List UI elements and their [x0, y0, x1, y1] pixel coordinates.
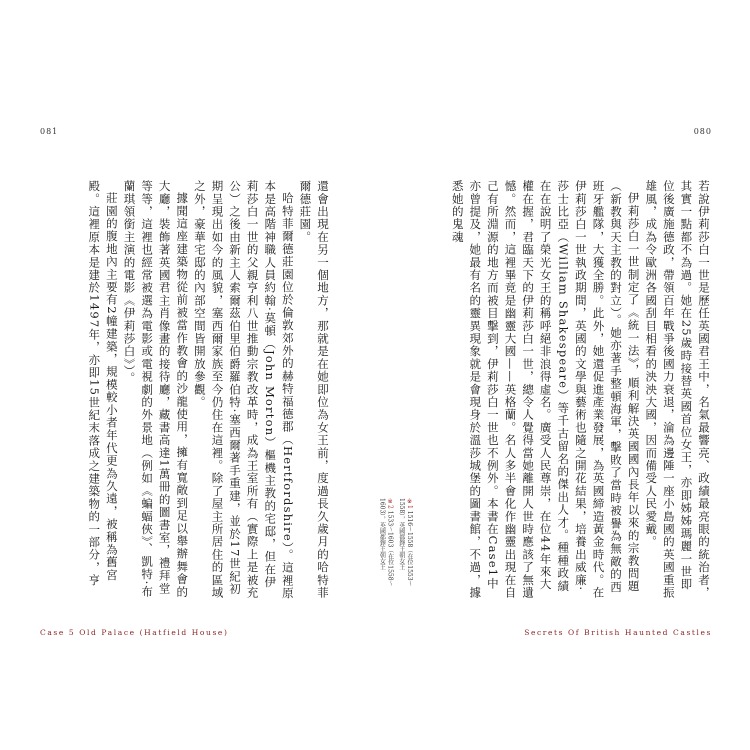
right-paragraph-2: 伊莉莎白一世制定了《統一法》，順利解決英國國內長年以來的宗教問題（新教與天主教的對立）。她亦著手整頓海軍，擊敗了當時被譽為無敵的西班牙艦隊，大獲全勝。此外，她還促進產業發展，為英國締造黃金時代。在伊莉莎白一世執政期間，英國的文學與藝術也隨之開花結果，培養出威廉·莎士比亞（William Shakespeare）等千古留名的傑出人才。種種政績在在說明了榮光女王的稱呼絕非浪得虛名。廣受人民尊崇，在位44年來大權在握，君臨天下的伊莉莎白一世，總令人覺得當她離開人世時應該了無遺憾。然而，這裡畢竟是幽靈大國——英格蘭。名人多半會化作幽靈出現在自己有所淵源的地方而被目擊到，伊莉莎白一世也不例外。本書在Case1中亦曾提及，她最有名的靈異現象就是會現身於溫莎城堡的圖書館，不過，據悉她的鬼魂: [450, 180, 641, 600]
left-paragraph-1: 還會出現在另一個地方，那就是在她即位為女王前，度過長久歲月的哈特菲爾德莊園。: [298, 180, 330, 600]
left-page-text: [53, 180, 331, 600]
right-paragraph-1: 若說伊莉莎白一世是歷任英國君王中，名氣最響亮、政績最亮眼的統治者，其實一點都不為過。她在25歲時接替英國首位女王，亦即姊姊瑪麗一世即位後廣施德政，帶領百年戰爭後國力衰退，淪為邊陲一座小島國的英國重振雄風，成為令歐洲各國刮目相看的泱泱大國，因而備受人民愛戴。: [644, 180, 711, 600]
footnotes: [358, 498, 413, 598]
right-page-text: [420, 180, 712, 600]
footer-right-title: Secrets Of British Haunted Castles: [524, 628, 712, 637]
footnote-2-text: 1533～1603（在位1558～1603），英國都鐸王朝女王: [378, 498, 394, 587]
footnote-1-text: 1516～1558（在位1553～1558），英國都鐸王朝女王: [397, 498, 413, 587]
footnote-2: [377, 498, 393, 598]
left-paragraph-4: 莊園的腹地內主要有2幢建築，規模較小者年代更為久遠，被稱為舊宮殿。這裡原本是建於1497年，亦即15世紀末落成之建築物的一部分，亨: [87, 180, 119, 587]
left-paragraph-3: 據聞這座建築物從前被當作教會的沙龍使用，擁有寬敞到足以舉辦舞會的大廳，裝飾著英國君主肖像畫的接待廳，藏書高達1萬冊的圖書室，禮拜堂等等，這裡也經常被選為電影或電視劇的外景地（例如《蝙蝠俠》、凱特·布蘭琪領銜主演的電影《伊莉莎白》）。: [122, 180, 190, 599]
left-paragraph-2: 哈特菲爾德莊園位於倫敦郊外的赫特福德郡（Hertfordshire）。這裡原本是高階神職人員約翰·莫頓（John Morton）樞機主教的宅邸，但在伊莉莎白一世的父親亨利八世推動宗教改革時，成為王室所有（實際上是被充公）之後由新主人索爾茲伯里伯爵羅伯特·塞西爾著手重建，並於17世紀初期呈現出如今的風貌，塞西爾家族至今仍住在這裡。除了屋主所居住的區域之外，豪華宅邸的內部空間皆開放參觀。: [192, 180, 295, 600]
footnote-1-mark: ※1: [406, 498, 413, 509]
footnote-2-mark: ※2: [386, 498, 394, 509]
page-number-left: 081: [40, 127, 59, 136]
footnote-1: [397, 498, 413, 598]
page-number-right: 080: [693, 127, 712, 136]
footer-left-title: Case 5 Old Palace (Hatfield House): [40, 628, 229, 637]
